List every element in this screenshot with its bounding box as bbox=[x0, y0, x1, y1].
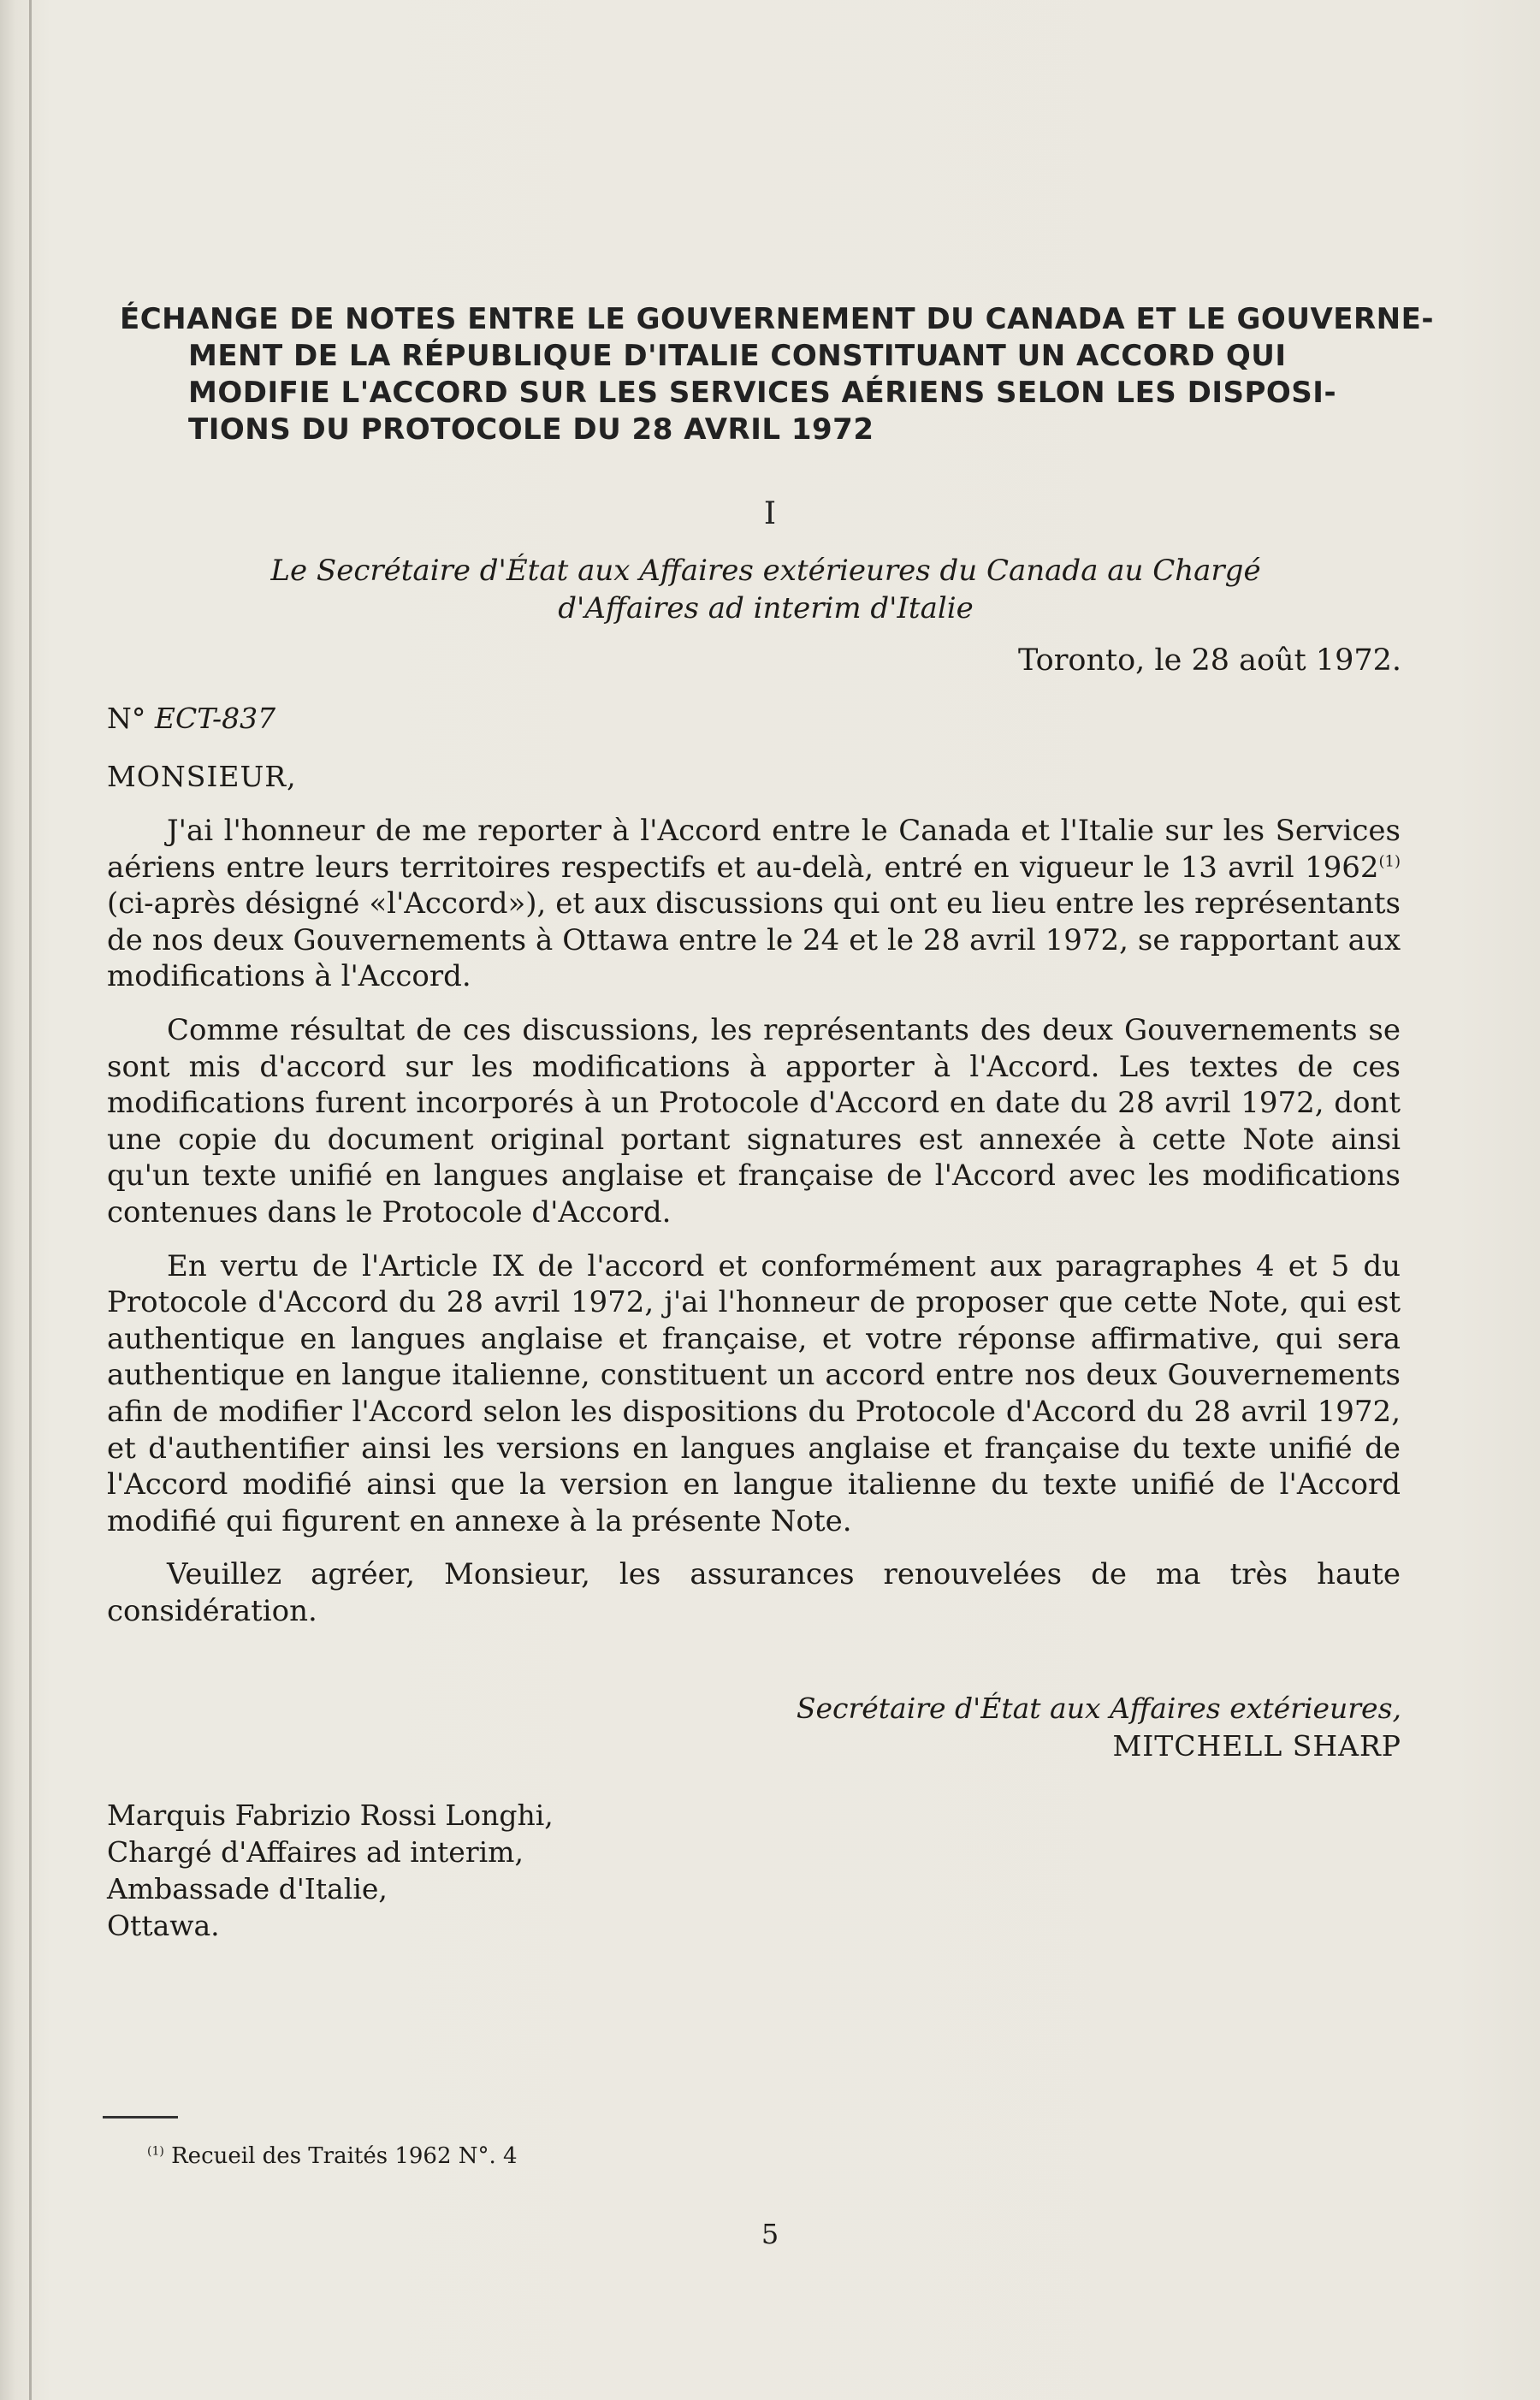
address-line: Ottawa. bbox=[107, 1909, 220, 1942]
body-paragraph: Veuillez agréer, Monsieur, les assurances renouvelées de ma très haute considération. bbox=[107, 1557, 1401, 1628]
dateline: Toronto, le 28 août 1972. bbox=[1018, 643, 1401, 678]
signature-block bbox=[797, 1690, 1401, 1765]
reference-code: ECT-837 bbox=[154, 702, 276, 735]
title-line: ÉCHANGE DE NOTES ENTRE LE GOUVERNEMENT DU CANADA ET LE GOUVERNE- bbox=[120, 302, 1434, 336]
signatory-title: Secrétaire d'État aux Affaires extérieures, bbox=[796, 1692, 1401, 1725]
title-line: MENT DE LA RÉPUBLIQUE D'ITALIE CONSTITUANT UN ACCORD QUI bbox=[188, 339, 1287, 373]
body-paragraph bbox=[107, 813, 1401, 995]
signatory-name: MITCHELL SHARP bbox=[1112, 1729, 1401, 1763]
footnote-marker: (1) bbox=[147, 2144, 164, 2159]
letter-heading bbox=[184, 552, 1348, 627]
footnote-text: Recueil des Traités 1962 N°. 4 bbox=[171, 2143, 518, 2169]
section-numeral: I bbox=[763, 496, 777, 531]
document-title bbox=[120, 301, 1434, 448]
recipient-address bbox=[107, 1797, 554, 1944]
body-paragraph: Comme résultat de ces discussions, les représentants des deux Gouvernements se sont mis d'accord sur les modifications à apporter à l'Accord. Les textes de ces modifications furent incorporés à un Protocole d'Accord en date du 28 avril 1972, dont une copie du document original portant signatures est annexée à cette Note ainsi qu'un texte unifié en langues anglaise et française de l'Accord avec les modifications contenues dans le Protocole d'Accord. bbox=[107, 1012, 1401, 1230]
body-paragraph: En vertu de l'Article IX de l'accord et conformément aux paragraphes 4 et 5 du Protocole d'Accord du 28 avril 1972, j'ai l'honneur de proposer que cette Note, qui est authentique en langues anglaise et française, et votre réponse affirmative, qui sera authentique en langue italienne, constituent un accord entre nos deux Gouvernements afin de modifier l'Accord selon les dispositions du Protocole d'Accord du 28 avril 1972, et d'authentifier ainsi les versions en langues anglaise et française du texte unifié de l'Accord modifié ainsi que la version en langue italienne du texte unifié de l'Accord modifié qui figurent en annexe à la présente Note. bbox=[107, 1248, 1401, 1538]
footnote-ref: (1) bbox=[1378, 852, 1401, 871]
address-line: Marquis Fabrizio Rossi Longhi, bbox=[107, 1799, 554, 1832]
address-line: Ambassade d'Italie, bbox=[107, 1872, 388, 1905]
paragraph-text: (ci-après désigné «l'Accord»), et aux discussions qui ont eu lieu entre les représentants de nos deux Gouvernements à Ottawa entre le 24 et le 28 avril 1972, se rapportant aux modifications à l'Accord. bbox=[107, 886, 1401, 994]
footnote-rule bbox=[103, 2116, 178, 2119]
title-line: MODIFIE L'ACCORD SUR LES SERVICES AÉRIENS SELON LES DISPOSI- bbox=[188, 376, 1337, 410]
letter-body bbox=[107, 813, 1401, 1646]
paragraph-text: J'ai l'honneur de me reporter à l'Accord entre le Canada et l'Italie sur les Services aériens entre leurs territoires respectifs et au-delà, entré en vigueur le 13 avril 1962 bbox=[107, 814, 1401, 885]
title-line: TIONS DU PROTOCOLE DU 28 AVRIL 1972 bbox=[188, 412, 874, 447]
heading-line: d'Affaires ad interim d'Italie bbox=[558, 591, 974, 625]
reference-prefix: N° bbox=[107, 702, 146, 735]
heading-line: Le Secrétaire d'État aux Affaires extérieures du Canada au Chargé bbox=[270, 554, 1261, 588]
address-line: Chargé d'Affaires ad interim, bbox=[107, 1835, 524, 1869]
footnote bbox=[147, 2143, 518, 2169]
salutation: MONSIEUR, bbox=[107, 760, 297, 793]
reference-number bbox=[107, 702, 275, 735]
page-number: 5 bbox=[761, 2218, 779, 2250]
binding-edge bbox=[29, 0, 32, 2400]
